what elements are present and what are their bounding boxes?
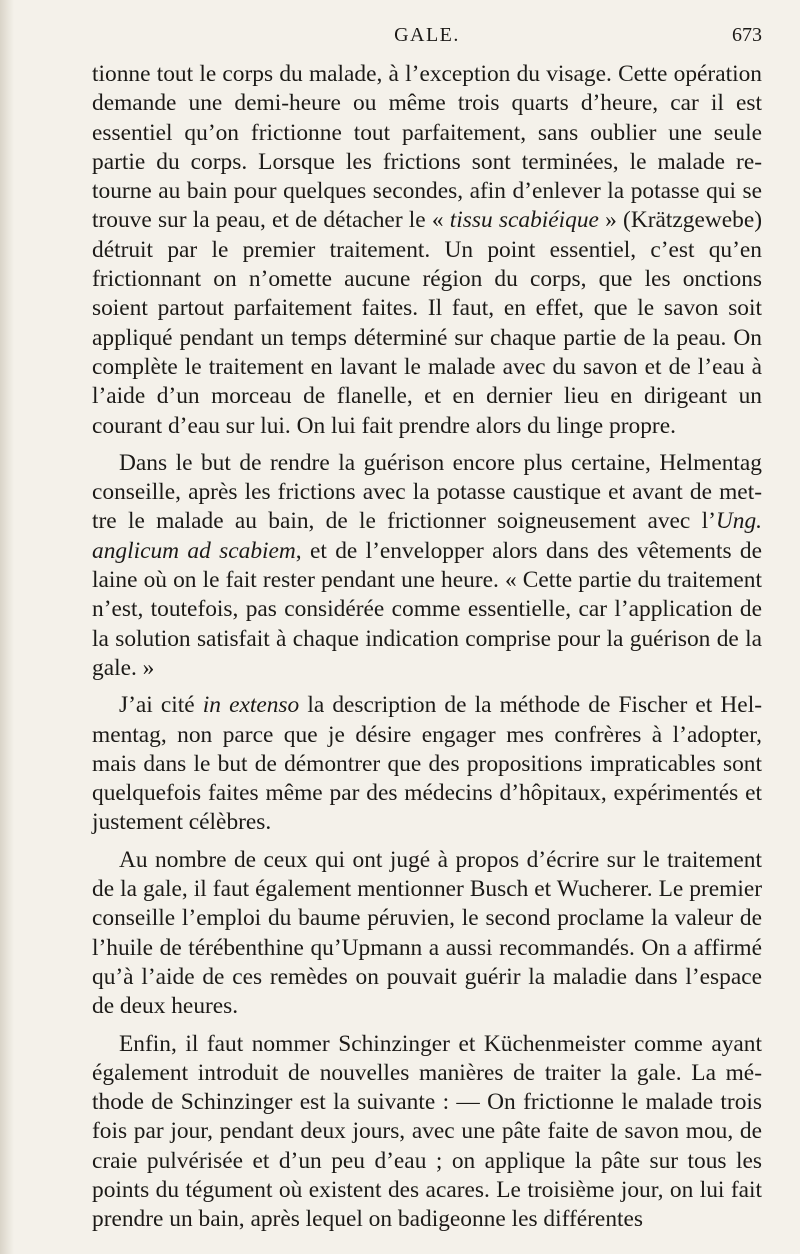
text-segment: tionne tout le corps du malade, à l’exception du visage. Cette opération demande une demi-heure ou même trois quarts d’heure, car il est essentiel qu’on frictionne tout parfaitement, sans oublier une seule partie du corps. Lorsque les frictions sont terminées, le malade retourne au bain pour quelques secondes, afin d’enlever la potasse qui se trouve sur la peau, et de détacher le « [92, 61, 762, 234]
text-segment: Enfin, il faut nommer Schinzinger et Küchenmeister comme ayant également introduit de nouvelles manières de traiter la gale. La méthode de Schinzinger est la suivante : — On frictionne le malade trois fois par jour, pendant deux jours, avec une pâte faite de savon mou, de craie pulvérisée et d’un peu d’eau ; on applique la pâte sur tous les points du tégument où existent des acares. Le troisième jour, on lui fait prendre un bain, après lequel on badigeonne les différentes [92, 1030, 762, 1233]
text-segment: Au nombre de ceux qui ont jugé à propos d’écrire sur le traitement de la gale, il faut également mentionner Busch et Wucherer. Le premier conseille l’emploi du baume péruvien, le second proclame la valeur de l’huile de térébenthine qu’Upmann a aussi recommandés. On a affirmé qu’à l’aide de ces remèdes on pouvait guérir la maladie dans l’espace de deux heures. [92, 846, 762, 1020]
text-segment: Dans le but de rendre la guérison encore plus certaine, Helmentag conseille, après les frictions avec la potasse caustique et avant de mettre le malade au bain, de le frictionner soigneusement avec l’ [92, 449, 762, 535]
paragraph-1 [92, 60, 762, 441]
text-segment: , et de l’envelopper alors dans des vêtements de laine où on le fait rester pendant une heure. « Cette partie du traitement n’est, toutefois, pas considérée comme essentielle, car l’application de la solution satisfait à chaque indication comprise pour la guérison de la gale. » [92, 537, 762, 681]
text-segment: » (Krätzgewebe) détruit par le premier traitement. Un point essentiel, c’est qu’en frictionnant on n’omette aucune région du corps, que les onctions soient partout parfaitement faites. Il faut, en effet, que le savon soit appliqué pendant un temps déterminé sur chaque partie de la peau. On complète le traitement en lavant le malade avec du savon et de l’eau à l’aide d’un morceau de flanelle, et en dernier lieu en dirigeant un courant d’eau sur lui. On lui fait prendre alors du linge propre. [92, 207, 762, 439]
page-number: 673 [732, 24, 762, 46]
paragraph-5 [92, 1030, 762, 1235]
italic-text-segment: in extenso [202, 692, 300, 719]
scan-edge-shadow [0, 0, 14, 1254]
running-title: GALE. [394, 24, 460, 46]
italic-text-segment: tissu scabiéique [449, 207, 599, 234]
paragraph-3 [92, 691, 762, 837]
italic-text-segment: Ung. anglicum ad scabiem [92, 508, 762, 564]
body-text [92, 60, 762, 1235]
paragraph-2 [92, 449, 762, 683]
page-header [92, 24, 762, 56]
text-segment: la description de la méthode de Fischer et Helmentag, non parce que je désire engager mes confrères à l’adopter, mais dans le but de démontrer que des propositions impraticables sont quelquefois faites même par des médecins d’hôpitaux, expérimentés et justement célèbres. [92, 692, 762, 836]
paragraph-4 [92, 846, 762, 1022]
text-segment: J’ai cité [119, 692, 203, 719]
